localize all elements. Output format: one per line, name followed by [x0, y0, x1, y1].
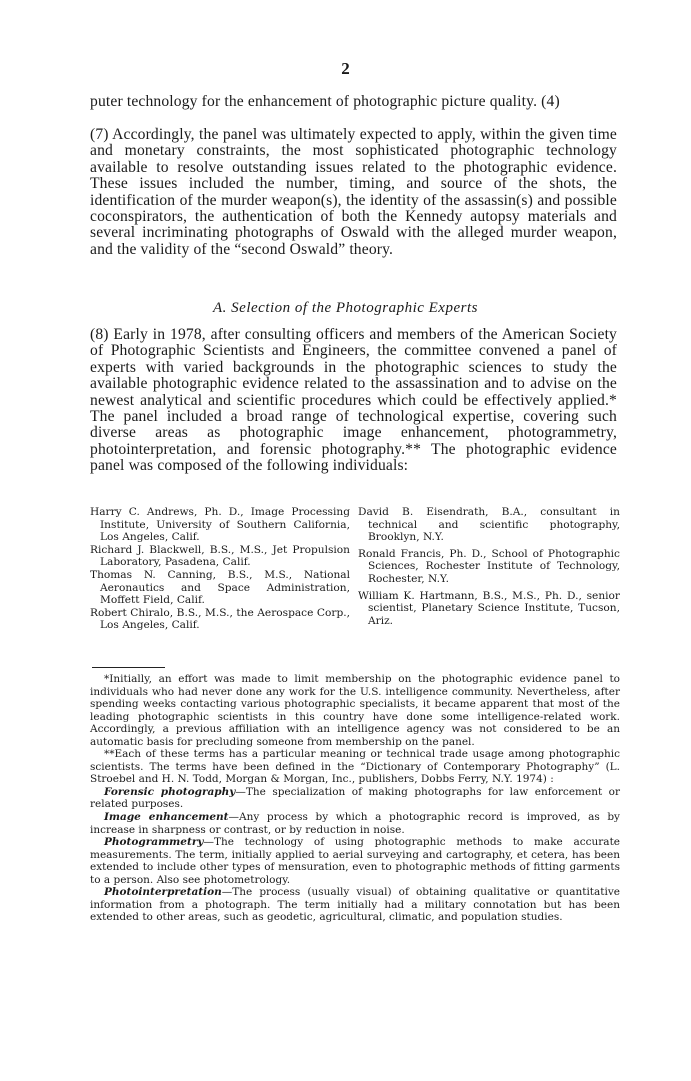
section-heading: A. Selection of the Photographic Experts	[213, 300, 478, 316]
panel-member: Ronald Francis, Ph. D., School of Photographic Sciences, Rochester Institute of Technology, Rochester, N.Y.	[358, 547, 620, 585]
definition-text: —The specialization of making photographs for law enforcement or related purposes.	[90, 785, 620, 811]
panel-member: David B. Eisendrath, B.A., consultant in technical and scientific photography, Brooklyn, N.Y.	[358, 506, 620, 544]
page-number: 2	[341, 59, 350, 78]
definition-photogrammetry	[90, 836, 620, 886]
panel-member: William K. Hartmann, B.S., M.S., Ph. D., senior scientist, Planetary Science Institute, Tucson, Ariz.	[358, 589, 620, 627]
panel-members-left-column	[90, 506, 350, 632]
panel-member: Richard J. Blackwell, B.S., M.S., Jet Propulsion Laboratory, Pasadena, Calif.	[90, 543, 350, 569]
definition-photointerpretation	[90, 886, 620, 924]
paragraph-7-text: (7) Accordingly, the panel was ultimately expected to apply, within the given time and monetary constraints, the most sophisticated photographic technology available to resolve outstanding issues related to the photographic evidence. These issues included the number, timing, and source of the shots, the identification of the murder weapon(s), the identity of the assassin(s) and possible coconspirators, the authentication of both the Kennedy autopsy materials and several incriminating photographs of Oswald with the alleged murder weapon, and the validity of the “second Oswald” theory.	[90, 126, 617, 258]
definition-forensic-photography	[90, 786, 620, 811]
definition-text: —The process (usually visual) of obtaining qualitative or quantitative information from a photograph. The term initially had a military connotation but has been extended to other areas, such as geodetic, agricultural, climatic, and population studies.	[90, 886, 620, 924]
definition-text: —Any process by which a photographic record is improved, as by increase in sharpness or contrast, or by reduction in noise.	[90, 811, 620, 836]
panel-members-list	[90, 506, 620, 632]
paragraph-8-text: (8) Early in 1978, after consulting officers and members of the American Society of Photographic Scientists and Engineers, the committee convened a panel of experts with varied backgrounds in the photographic sciences to study the available photographic evidence related to the assassination and to advise on the newest analytical and scientific procedures which could be effectively applied.* The panel included a broad range of technological expertise, covering such diverse areas as photographic image enhancement, photogrammetry, photointerpretation, and forensic photography.** The photographic evidence panel was composed of the following individuals:	[90, 326, 617, 475]
definition-text: —The technology of using photographic methods to make accurate measurements. The term, initially applied to aerial surveying and cartography, et cetera, has been extended to include other types of mensuration, even to photographic methods of fitting garments to a person. Also see photometrology.	[90, 836, 620, 886]
footnote-divider	[92, 667, 165, 668]
footnotes	[90, 673, 620, 924]
footnote-1: *Initially, an effort was made to limit membership on the photographic evidence panel to individuals who had never done any work for the U.S. intelligence community. Nevertheless, after spending weeks contacting various photographic specialists, it became apparent that most of the leading photographic scientists in this country have done some intelligence-related work. Accordingly, a previous affiliation with an intelligence agency was not considered to be an automatic basis for precluding someone from membership on the panel.	[90, 673, 620, 748]
continuation-paragraph	[90, 94, 617, 110]
continuation-text: puter technology for the enhancement of photographic picture quality. (4)	[90, 93, 560, 110]
definition-term: Photogrammetry	[104, 836, 204, 849]
paragraph-7	[90, 127, 617, 258]
paragraph-8	[90, 327, 617, 475]
definition-term: Forensic photography	[104, 785, 236, 798]
panel-member: Thomas N. Canning, B.S., M.S., National Aeronautics and Space Administration, Moffett Field, Calif.	[90, 568, 350, 607]
panel-member: Robert Chiralo, B.S., M.S., the Aerospace Corp., Los Angeles, Calif.	[90, 606, 350, 632]
definition-image-enhancement	[90, 811, 620, 836]
panel-member: Harry C. Andrews, Ph. D., Image Processing Institute, University of Southern California, Los Angeles, Calif.	[90, 506, 350, 544]
panel-members-right-column	[358, 506, 620, 632]
definition-term: Image enhancement	[104, 811, 229, 824]
definition-term: Photointerpretation	[104, 886, 222, 899]
footnote-2: **Each of these terms has a particular meaning or technical trade usage among photographic scientists. The terms have been defined in the “Dictionary of Contemporary Photography” (L. Stroebel and H. N. Todd, Morgan & Morgan, Inc., publishers, Dobbs Ferry, N.Y. 1974) :	[90, 748, 620, 786]
